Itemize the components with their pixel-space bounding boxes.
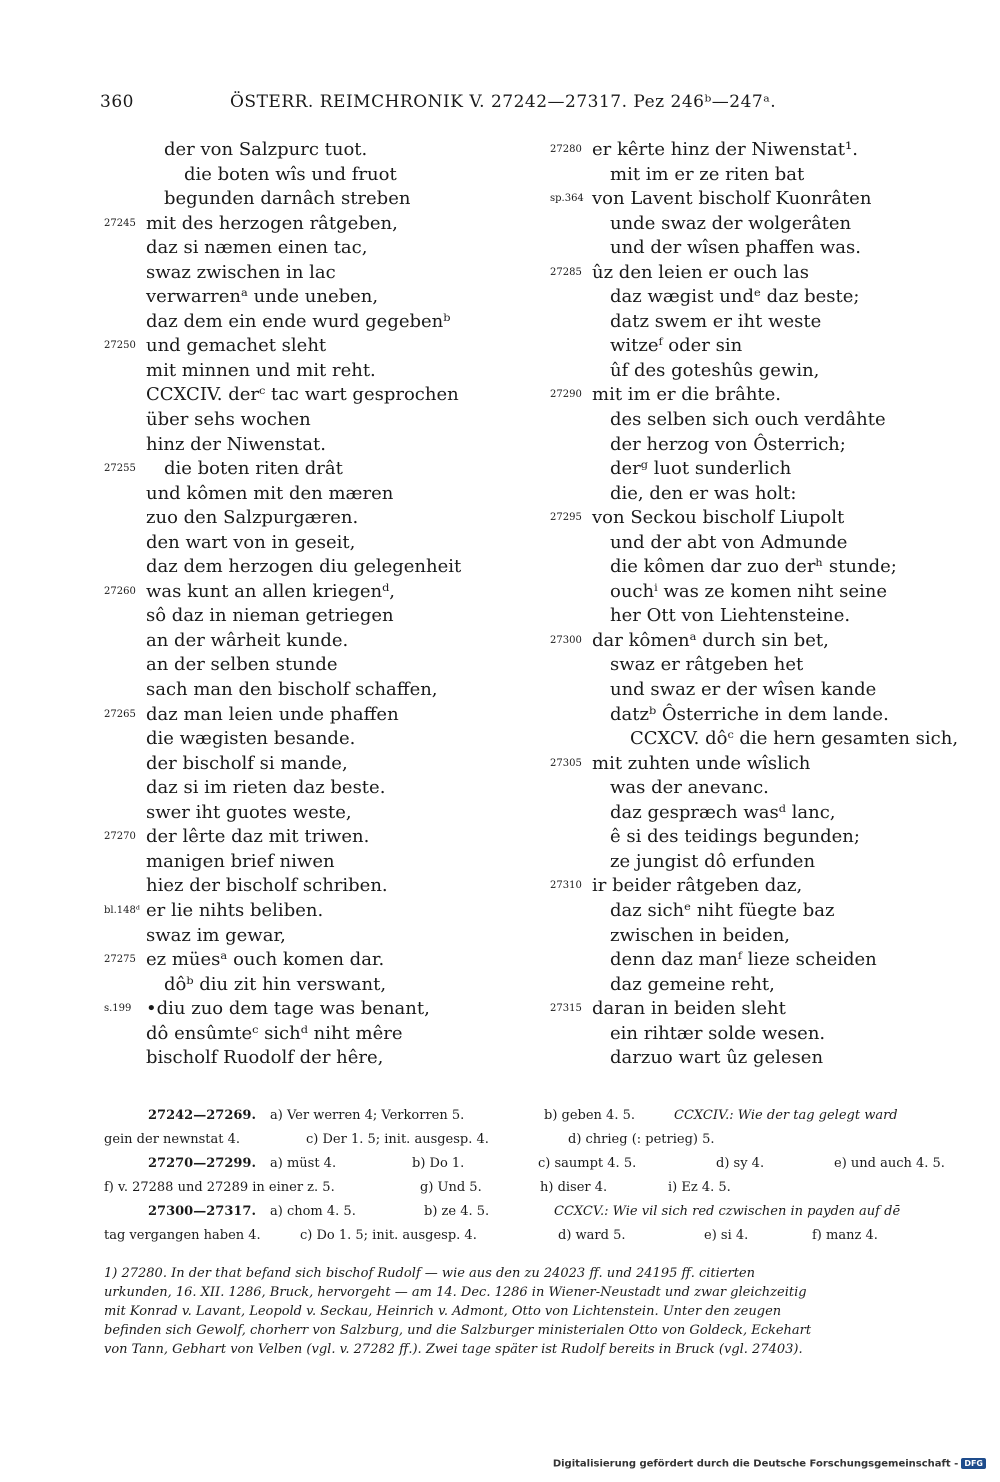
verse-text: daz dem herzogen diu gelegenheit [146, 556, 462, 578]
verse-line [104, 752, 524, 777]
verse-text: von Seckou bischolf Liupolt [592, 507, 845, 529]
verse-text: die boten wîs und fruot [184, 163, 397, 185]
apparatus-note: gein der newnstat 4. [104, 1132, 241, 1147]
verse-line [550, 924, 970, 949]
verse-line [104, 433, 524, 458]
verse-line [104, 850, 524, 875]
apparatus-range: 27300—27317. [148, 1204, 256, 1219]
verse-line [104, 825, 524, 850]
verse-text: die, den er was holt: [610, 482, 797, 504]
verse-line [550, 801, 970, 826]
verse-text: ouchⁱ was ze komen niht seine [610, 580, 887, 602]
apparatus-note: g) Und 5. [420, 1180, 482, 1195]
apparatus-note: e) si 4. [704, 1228, 749, 1243]
verse-text: begunden darnâch streben [164, 188, 411, 210]
footnote-line: 1) 27280. In der that befand sich bischof Rudolf — wie aus den zu 24023 ff. und 24195 ff. citierten [104, 1266, 755, 1281]
line-number: 27295 [550, 512, 582, 524]
verse-line [104, 212, 524, 237]
verse-text: den wart von in geseit, [146, 531, 356, 553]
verse-line [550, 506, 970, 531]
verse-text: ir beider râtgeben daz, [592, 875, 803, 897]
line-number: 27280 [550, 144, 582, 155]
page-number: 360 [100, 92, 134, 112]
verse-text: und kômen mit den mæren [146, 482, 394, 504]
verse-line [104, 924, 524, 949]
verse-text: und swaz er der wîsen kande [610, 679, 877, 701]
verse-line [550, 1046, 970, 1071]
verse-text: datzᵇ Ôsterriche in dem lande. [610, 703, 889, 725]
verse-text: über sehs wochen [146, 409, 311, 431]
verse-text: er kêrte hinz der Niwenstat¹. [592, 139, 858, 160]
apparatus-note: CCXCV.: Wie vil sich red czwischen in payden auf dē [554, 1204, 901, 1219]
verse-text: swaz er râtgeben het [610, 654, 804, 676]
verse-line [550, 678, 970, 703]
running-head [100, 92, 970, 118]
verse-line [104, 629, 524, 654]
verse-line [550, 948, 970, 973]
verse-text: zwischen in beiden, [610, 924, 791, 946]
verse-text: datz swem er iht weste [610, 310, 822, 332]
verse-line [550, 236, 970, 261]
verse-text: derᵍ luot sunderlich [610, 458, 792, 480]
apparatus-note: f) manz 4. [812, 1228, 878, 1243]
verse-text: mit zuhten unde wîslich [592, 752, 811, 774]
verse-line [104, 383, 524, 408]
verse-text: die kômen dar zuo derʰ stunde; [610, 556, 897, 578]
verse-line [104, 1022, 524, 1047]
verse-line [550, 531, 970, 556]
verse-text: ûf des goteshûs gewin, [610, 359, 820, 381]
dfg-logo-icon: DFG [961, 1458, 986, 1469]
apparatus-note: CCXCIV.: Wie der tag gelegt ward [674, 1108, 898, 1123]
line-number: 27290 [550, 389, 582, 401]
apparatus-note: b) ze 4. 5. [424, 1204, 490, 1219]
verse-text: ez müesᵃ ouch komen dar. [146, 949, 385, 971]
verse-line [550, 703, 970, 728]
verse-text: denn daz manᶠ lieze scheiden [610, 949, 877, 971]
verse-text: CCXCV. dôᶜ die hern gesamten sich, [630, 728, 959, 750]
verse-line [550, 776, 970, 801]
verse-text: ein rihtær solde wesen. [610, 1022, 826, 1044]
apparatus-row [104, 1128, 966, 1152]
verse-line [550, 457, 970, 482]
verse-line [104, 653, 524, 678]
verse-line [550, 433, 970, 458]
verse-text: die wægisten besande. [146, 728, 356, 750]
verse-text: er lie nihts beliben. [146, 899, 324, 921]
verse-text: dô ensûmteᶜ sichᵈ niht mêre [146, 1022, 403, 1044]
verse-text: sach man den bischolf schaffen, [146, 679, 438, 701]
verse-text: daz wægist undᵉ daz beste; [610, 286, 860, 308]
verse-line [550, 727, 970, 752]
verse-text: ûz den leien er ouch las [592, 261, 809, 283]
line-number: 27285 [550, 266, 582, 278]
apparatus-note: a) müst 4. [270, 1156, 337, 1171]
verse-text: der bischolf si mande, [146, 752, 348, 774]
verse-text: daz gespræch wasᵈ lanc, [610, 801, 836, 823]
verse-text: an der selben stunde [146, 654, 338, 676]
verse-line [550, 334, 970, 359]
verse-text: manigen brief niwen [146, 850, 335, 872]
verse-line [550, 899, 970, 924]
verse-line [104, 506, 524, 531]
line-number: s.199 [104, 1003, 132, 1015]
apparatus-note: tag vergangen haben 4. [104, 1228, 261, 1243]
apparatus-note: b) Do 1. [412, 1156, 465, 1171]
verse-text: des selben sich ouch verdâhte [610, 409, 886, 431]
verse-text: mit minnen und mit reht. [146, 359, 376, 381]
verse-text: dar kômenᵃ durch sin bet, [592, 629, 829, 651]
verse-text: zuo den Salzpurgæren. [146, 507, 359, 529]
apparatus-range: 27270—27299. [148, 1156, 256, 1171]
verse-line [104, 261, 524, 286]
apparatus-row [104, 1104, 966, 1128]
footnote [104, 1264, 966, 1359]
footnote-line: mit Konrad v. Lavant, Leopold v. Seckau, Heinrich v. Admont, Otto von Lichtenstein. Unter den zeugen [104, 1304, 782, 1319]
verse-text: daz sichᵉ niht füegte baz [610, 899, 835, 921]
verse-line [550, 163, 970, 188]
apparatus-note: c) Der 1. 5; init. ausgesp. 4. [306, 1132, 489, 1147]
verse-text: und der wîsen phaffen was. [610, 237, 861, 259]
credit-text: Digitalisierung gefördert durch die Deutsche Forschungsgemeinschaft - [552, 1458, 959, 1470]
verse-text: CCXCIV. derᶜ tac wart gesprochen [146, 384, 459, 406]
verse-line [104, 531, 524, 556]
footnote-line: von Tann, Gebhart von Velben (vgl. v. 27282 ff.). Zwei tage später ist Rudolf bereits in Bruck (vgl. 27403). [104, 1342, 803, 1357]
verse-line [104, 776, 524, 801]
apparatus-note: d) chrieg (: petrieg) 5. [568, 1132, 715, 1147]
verse-line [104, 678, 524, 703]
verse-line [550, 580, 970, 605]
line-number: 27255 [104, 463, 136, 475]
verse-line [104, 1046, 524, 1071]
verse-line [550, 1022, 970, 1047]
verse-line [550, 261, 970, 286]
verse-line [550, 310, 970, 335]
verse-text: von Lavent bischolf Kuonrâten [592, 188, 872, 210]
verse-text: mit im er ze riten bat [610, 163, 805, 185]
verse-line [104, 604, 524, 629]
verse-text: witzeᶠ oder sin [610, 335, 743, 357]
verse-line [104, 580, 524, 605]
verse-line [550, 825, 970, 850]
verse-text: ê si des teidings begunden; [610, 826, 860, 848]
line-number: 27310 [550, 880, 582, 892]
verse-text: swer iht guotes weste, [146, 801, 352, 823]
verse-line [104, 187, 524, 212]
verse-text: daz si im rieten daz beste. [146, 777, 386, 799]
verse-line [550, 285, 970, 310]
verse-line [104, 973, 524, 998]
verse-line [104, 703, 524, 728]
verse-line [104, 310, 524, 335]
verse-line [550, 752, 970, 777]
critical-apparatus [104, 1104, 966, 1248]
apparatus-row [104, 1200, 966, 1224]
verse-text: her Ott von Liehtensteine. [610, 605, 851, 627]
verse-line [104, 874, 524, 899]
verse-line [550, 138, 970, 163]
verse-line [104, 138, 524, 163]
footnote-line: urkunden, 16. XII. 1286, Bruck, hervorgeht — am 14. Dec. 1286 in Wiener-Neustadt und zwar gleichzeitig [104, 1285, 807, 1300]
verse-text: daz gemeine reht, [610, 973, 775, 995]
verse-text: dôᵇ diu zit hin verswant, [164, 973, 387, 995]
verse-text: was der anevanc. [610, 777, 769, 799]
apparatus-note: f) v. 27288 und 27289 in einer z. 5. [104, 1180, 335, 1195]
verse-column-left [104, 138, 524, 1071]
verse-line [104, 334, 524, 359]
verse-text: und der abt von Admunde [610, 531, 848, 553]
verse-line [550, 629, 970, 654]
verse-column-right [550, 138, 970, 1071]
line-number: bl.148ᵈ [104, 904, 140, 916]
verse-line [104, 801, 524, 826]
apparatus-note: e) und auch 4. 5. [834, 1156, 945, 1171]
verse-line [550, 482, 970, 507]
verse-line [104, 948, 524, 973]
verse-line [104, 899, 524, 924]
verse-line [550, 604, 970, 629]
verse-text: und gemachet sleht [146, 335, 327, 357]
verse-line [104, 359, 524, 384]
verse-line [550, 408, 970, 433]
verse-line [550, 383, 970, 408]
line-number: 27300 [550, 634, 582, 646]
verse-text: ze jungist dô erfunden [610, 850, 816, 872]
apparatus-row [104, 1224, 966, 1248]
verse-line [550, 359, 970, 384]
verse-text: der herzog von Ôsterrich; [610, 433, 846, 455]
verse-text: darzuo wart ûz gelesen [610, 1047, 824, 1069]
verse-text: daz si næmen einen tac, [146, 237, 368, 259]
verse-text: daz man leien unde phaffen [146, 703, 399, 725]
running-title: ÖSTERR. REIMCHRONIK V. 27242—27317. Pez 246ᵇ—247ᵃ. [230, 92, 777, 112]
verse-line [104, 408, 524, 433]
line-number: 27270 [104, 831, 136, 843]
apparatus-note: h) diser 4. [540, 1180, 608, 1195]
apparatus-note: a) Ver werren 4; Verkorren 5. [270, 1108, 465, 1123]
line-number: sp.364 [550, 193, 584, 205]
digitization-credit [553, 1458, 986, 1470]
apparatus-range: 27242—27269. [148, 1108, 256, 1123]
footnote-line: befinden sich Gewolf, chorherr von Salzburg, und die Salzburger ministerialen Otto von Goldeck, Eckehart [104, 1323, 812, 1338]
verse-text: was kunt an allen kriegenᵈ, [146, 580, 396, 602]
verse-text: bischolf Ruodolf der hêre, [146, 1047, 384, 1069]
apparatus-note: i) Ez 4. 5. [668, 1180, 731, 1195]
verse-line [104, 555, 524, 580]
verse-line [104, 236, 524, 261]
verse-text: hinz der Niwenstat. [146, 433, 326, 455]
apparatus-note: a) chom 4. 5. [270, 1204, 356, 1219]
verse-text: sô daz in nieman getriegen [146, 605, 394, 627]
line-number: 27250 [104, 340, 136, 352]
apparatus-note: b) geben 4. 5. [544, 1108, 635, 1123]
verse-line [104, 727, 524, 752]
verse-line [550, 212, 970, 237]
apparatus-note: d) ward 5. [558, 1228, 626, 1243]
verse-text: swaz zwischen in lac [146, 261, 336, 283]
verse-text: die boten riten drât [164, 458, 343, 480]
verse-line [550, 874, 970, 899]
verse-text: hiez der bischolf schriben. [146, 875, 388, 897]
line-number: 27260 [104, 585, 136, 597]
line-number: 27245 [104, 217, 136, 229]
apparatus-note: c) saumpt 4. 5. [538, 1156, 637, 1171]
line-number: 27265 [104, 708, 136, 720]
apparatus-note: c) Do 1. 5; init. ausgesp. 4. [300, 1228, 477, 1243]
verse-text: unde swaz der wolgerâten [610, 212, 852, 234]
verse-line [104, 457, 524, 482]
verse-text: daran in beiden sleht [592, 998, 786, 1020]
verse-line [550, 850, 970, 875]
verse-line [104, 482, 524, 507]
verse-line [550, 997, 970, 1022]
verse-line [550, 187, 970, 212]
apparatus-note: d) sy 4. [716, 1156, 765, 1171]
verse-text: swaz im gewar, [146, 924, 286, 946]
verse-text: daz dem ein ende wurd gegebenᵇ [146, 310, 451, 332]
apparatus-row [104, 1152, 966, 1176]
verse-text: mit im er die brâhte. [592, 384, 782, 406]
verse-text: der von Salzpurc tuot. [164, 139, 368, 160]
verse-line [550, 653, 970, 678]
verse-line [550, 555, 970, 580]
verse-text: verwarrenᵃ unde uneben, [146, 286, 379, 308]
apparatus-row [104, 1176, 966, 1200]
line-number: 27275 [104, 954, 136, 966]
verse-line [104, 163, 524, 188]
verse-text: an der wârheit kunde. [146, 629, 349, 651]
verse-line [550, 973, 970, 998]
verse-line [104, 285, 524, 310]
verse-line [104, 997, 524, 1022]
verse-text: mit des herzogen râtgeben, [146, 212, 398, 234]
line-number: 27315 [550, 1003, 582, 1015]
line-number: 27305 [550, 757, 582, 769]
verse-text: •diu zuo dem tage was benant, [146, 998, 430, 1020]
verse-text: der lêrte daz mit triwen. [146, 826, 370, 848]
